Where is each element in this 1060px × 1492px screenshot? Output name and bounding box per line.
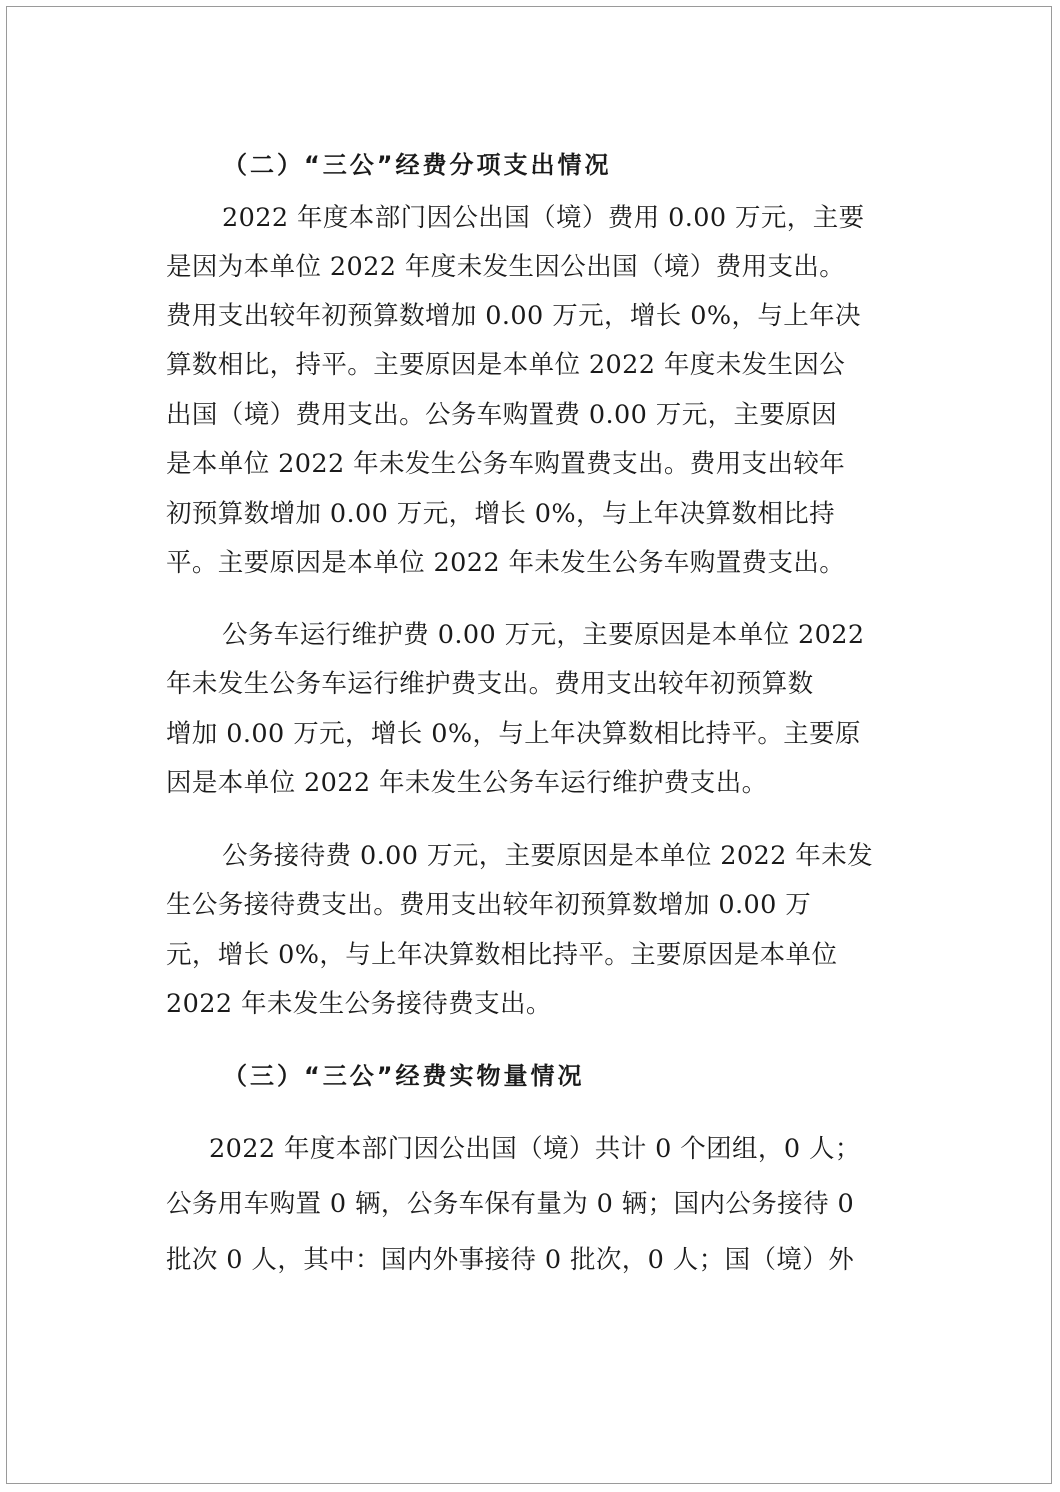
paragraph-line: 2022 年度本部门因公出国（境）费用 0.00 万元，主要 xyxy=(222,203,865,233)
paragraph-line: 2022 年度本部门因公出国（境）共计 0 个团组，0 人； xyxy=(209,1134,861,1164)
paragraph-line: 费用支出较年初预算数增加 0.00 万元，增长 0%，与上年决 xyxy=(166,301,861,331)
paragraph-line: 算数相比，持平。主要原因是本单位 2022 年度未发生因公 xyxy=(166,350,846,380)
paragraph-line: 批次 0 人，其中：国内外事接待 0 批次，0 人；国（境）外 xyxy=(166,1245,855,1275)
paragraph-line: 初预算数增加 0.00 万元，增长 0%，与上年决算数相比持 xyxy=(166,499,836,529)
paragraph-line: 年未发生公务车运行维护费支出。费用支出较年初预算数 xyxy=(166,669,814,699)
paragraph-line: 增加 0.00 万元，增长 0%，与上年决算数相比持平。主要原 xyxy=(166,719,861,749)
paragraph-line: 生公务接待费支出。费用支出较年初预算数增加 0.00 万 xyxy=(166,890,812,920)
paragraph-line: 公务接待费 0.00 万元，主要原因是本单位 2022 年未发 xyxy=(222,841,873,871)
section-heading: （三）“三公”经费实物量情况 xyxy=(223,1062,585,1090)
paragraph-line: 因是本单位 2022 年未发生公务车运行维护费支出。 xyxy=(166,768,768,798)
paragraph-line: 2022 年未发生公务接待费支出。 xyxy=(166,989,552,1019)
paragraph-line: 是本单位 2022 年未发生公务车购置费支出。费用支出较年 xyxy=(166,449,846,479)
section-heading: （二）“三公”经费分项支出情况 xyxy=(223,151,612,179)
paragraph-line: 平。主要原因是本单位 2022 年未发生公务车购置费支出。 xyxy=(166,548,846,578)
paragraph-line: 公务用车购置 0 辆，公务车保有量为 0 辆；国内公务接待 0 xyxy=(166,1189,855,1219)
paragraph-line: 元，增长 0%，与上年决算数相比持平。主要原因是本单位 xyxy=(166,940,838,970)
page xyxy=(6,6,1052,1484)
paragraph-line: 公务车运行维护费 0.00 万元，主要原因是本单位 2022 xyxy=(222,620,865,650)
paragraph-line: 出国（境）费用支出。公务车购置费 0.00 万元，主要原因 xyxy=(166,400,838,430)
paragraph-line: 是因为本单位 2022 年度未发生因公出国（境）费用支出。 xyxy=(166,252,846,282)
